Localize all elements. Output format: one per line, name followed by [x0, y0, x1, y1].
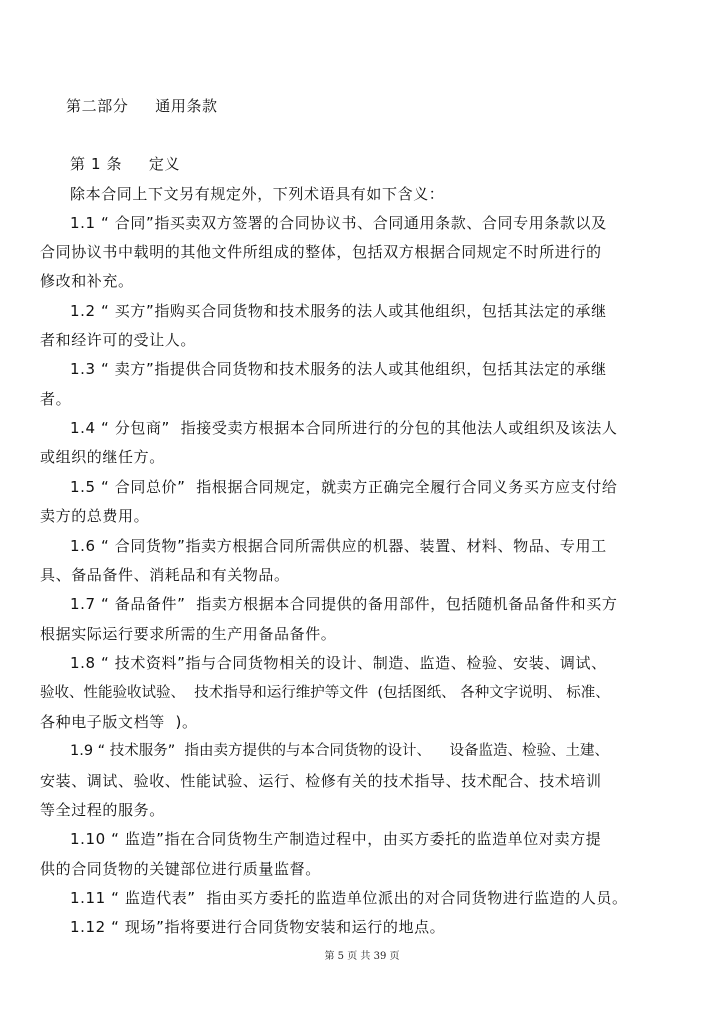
definition-line: 1.3 “ 卖方”指提供合同货物和技术服务的法人或其他组织，包括其法定的承继 [70, 360, 607, 378]
definition-line: 1.10 “ 监造”指在合同货物生产制造过程中，由买方委托的监造单位对卖方提 [70, 830, 602, 848]
definition-line: 具、备品备件、消耗品和有关物品。 [40, 566, 290, 584]
definition-line: 1.5 “ 合同总价” 指根据合同规定，就卖方正确完全履行合同义务买方应支付给 [70, 478, 618, 496]
definition-line: 者和经许可的受让人。 [40, 331, 197, 349]
definition-line: 合同协议书中载明的其他文件所组成的整体，包括双方根据合同规定不时所进行的 [40, 243, 602, 261]
definition-line: 1.9 “ 技术服务” 指由卖方提供的与本合同货物的设计、 设备监造、检验、土建、 [70, 743, 609, 759]
part-title: 第二部分 通用条款 [66, 97, 218, 115]
definition-line: 修改和补充。 [40, 272, 134, 290]
definition-line: 供的合同货物的关键部位进行质量监督。 [40, 860, 321, 878]
intro-paragraph: 除本合同上下文另有规定外，下列术语具有如下含义： [70, 185, 445, 203]
definition-line: 验收、性能验收试验、 技术指导和运行维护等文件 (包括图纸、 各种文字说明、 标准、 [40, 685, 610, 701]
definition-line: 1.12 “ 现场”指将要进行合同货物安装和运行的地点。 [70, 918, 446, 936]
definition-line: 或组织的继任方。 [40, 448, 165, 466]
definition-line: 1.11 “ 监造代表” 指由买方委托的监造单位派出的对合同货物进行监造的人员。 [70, 889, 628, 907]
definition-line: 1.1 “ 合同”指买卖双方签署的合同协议书、合同通用条款、合同专用条款以及 [70, 214, 607, 232]
definition-line: 等全过程的服务。 [40, 801, 165, 819]
definition-line: 根据实际运行要求所需的生产用备品备件。 [40, 625, 337, 643]
definition-line: 各种电子版文档等 )。 [40, 713, 198, 731]
article-heading: 第 1 条 定义 [70, 155, 181, 173]
page-number-footer: 第 5 页 共 39 页 [324, 951, 400, 962]
definition-line: 1.7 “ 备品备件” 指卖方根据本合同提供的备用部件，包括随机备品备件和买方 [70, 595, 618, 613]
definition-line: 1.6 “ 合同货物”指卖方根据合同所需供应的机器、装置、材料、物品、专用工 [70, 537, 607, 555]
definition-line: 卖方的总费用。 [40, 507, 150, 525]
definition-line: 1.8 “ 技术资料”指与合同货物相关的设计、制造、监造、检验、安装、调试、 [70, 654, 607, 672]
definition-line: 1.4 “ 分包商” 指接受卖方根据本合同所进行的分包的其他法人或组织及该法人 [70, 419, 618, 437]
definition-line: 者。 [40, 390, 72, 408]
definition-line: 安装、调试、验收、性能试验、运行、检修有关的技术指导、技术配合、技术培训 [40, 772, 602, 790]
definition-line: 1.2 “ 买方”指购买合同货物和技术服务的法人或其他组织，包括其法定的承继 [70, 302, 607, 320]
